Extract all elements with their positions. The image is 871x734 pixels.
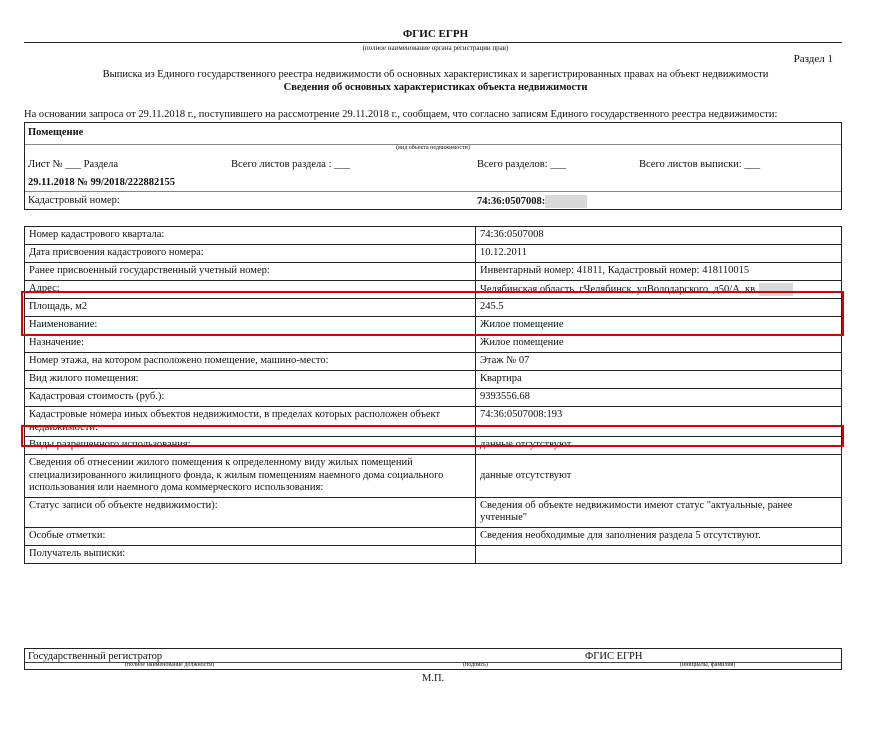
row-value-text: 10.12.2011 <box>480 247 527 258</box>
row-value-text: Челябинская область, гЧелябинск, улВолодарского, д50/А, кв <box>480 283 756 295</box>
caption-position: (полное наименование должности) <box>125 662 215 668</box>
title-rule <box>24 42 842 43</box>
intro-text: На основании запроса от 29.11.2018 г., поступившего на рассмотрение 29.11.2018 г., сообщаем, что согласно записям Единого государственного реестра недвижимости: <box>24 109 778 120</box>
row-value <box>476 245 842 263</box>
characteristics-table <box>24 226 842 564</box>
row-value-text: Жилое помещение <box>480 319 564 331</box>
highlight-address-area <box>21 291 844 336</box>
table-row <box>25 527 842 545</box>
row-value <box>476 545 842 563</box>
row-label: Номер этажа, на котором расположено помещение, машино-место: <box>25 353 476 371</box>
date-rule <box>25 191 841 192</box>
table-row <box>25 371 842 389</box>
row-value <box>476 227 842 245</box>
row-label: Дата присвоения кадастрового номера: <box>25 245 476 263</box>
table-row <box>25 335 842 353</box>
row-value-text: Жилое помещение <box>480 337 564 349</box>
highlight-cadastral-cost <box>21 425 844 447</box>
row-label: Статус записи об объекте недвижимости): <box>25 497 476 527</box>
row-value-text: 74:36:0507008:193 <box>480 409 563 421</box>
row-value <box>476 353 842 371</box>
table-row <box>25 497 842 527</box>
caption-name: (инициалы, фамилия) <box>680 662 736 668</box>
row-label: Назначение: <box>25 335 476 353</box>
row-value <box>476 371 842 389</box>
row-value-text: данные отсутствуют <box>480 469 572 481</box>
row-value-text: Квартира <box>480 373 522 385</box>
row-label: Вид жилого помещения: <box>25 371 476 389</box>
row-label: Получатель выписки: <box>25 545 476 563</box>
row-value-text: 9393556.68 <box>480 391 530 403</box>
row-value <box>476 389 842 407</box>
row-value-text: Сведения об объекте недвижимости имеют статус "актуальные, ранее учтенные" <box>480 499 793 524</box>
row-label: Сведения об отнесении жилого помещения к определенному виду жилых помещений специализированного жилищного фонда, к жилым помещениям наемного дома социального использования или наемного дома коммерческого использования: <box>25 455 476 498</box>
object-type: Помещение <box>28 127 84 138</box>
row-label: Адрес: <box>25 281 476 299</box>
total-sections: Всего разделов: ___ <box>477 159 566 170</box>
extract-subtitle: Выписка из Единого государственного реестра недвижимости об основных характеристиках и зарегистрированных правах на объект недвижимости <box>102 69 769 80</box>
row-value-text: 245.5 <box>480 301 504 313</box>
sheet-number: Лист № ___ Раздела <box>28 159 118 170</box>
row-value <box>476 263 842 281</box>
table-row <box>25 545 842 563</box>
row-label: Площадь, м2 <box>25 299 476 317</box>
stamp-place: М.П. <box>422 673 445 684</box>
table-row <box>25 353 842 371</box>
total-sheets-extract: Всего листов выписки: ___ <box>639 159 761 170</box>
row-value <box>476 335 842 353</box>
date-number: 29.11.2018 № 99/2018/222882155 <box>28 177 176 188</box>
row-value <box>476 455 842 498</box>
row-value-text: данные отсутствуют <box>480 439 572 451</box>
org-caption: (полное наименование органа регистрации прав) <box>362 44 509 52</box>
registrar-label: Государственный регистратор <box>28 651 163 662</box>
registrar-org: ФГИС ЕГРН <box>585 651 643 662</box>
table-row <box>25 245 842 263</box>
table-row <box>25 227 842 245</box>
row-label: Кадастровая стоимость (руб.): <box>25 389 476 407</box>
table-row <box>25 263 842 281</box>
row-value <box>476 527 842 545</box>
table-row <box>25 455 842 498</box>
row-label: Ранее присвоенный государственный учетный номер: <box>25 263 476 281</box>
caption-signature: (подпись) <box>463 662 488 668</box>
row-value-text: Инвентарный номер: 41811, Кадастровый номер: 418110015 <box>480 265 750 276</box>
cadastral-label: Кадастровый номер: <box>28 195 120 206</box>
cadastral-value-wrap <box>477 195 587 208</box>
total-sheets-section: Всего листов раздела : ___ <box>231 159 350 170</box>
registrar-footer <box>24 648 842 670</box>
redacted-block <box>545 195 587 208</box>
row-value-text: Этаж № 07 <box>480 355 530 367</box>
row-value-text: 74:36:0507008 <box>480 229 544 240</box>
row-label: Кадастровые номера иных объектов недвижимости, в пределах которых расположен объект недвижимости: <box>25 407 476 437</box>
row-label: Особые отметки: <box>25 527 476 545</box>
row-value <box>476 497 842 527</box>
row-label: Виды разрешенного использования: <box>25 437 476 455</box>
row-label: Номер кадастрового квартала: <box>25 227 476 245</box>
row-label: Наименование: <box>25 317 476 335</box>
row-value-text: Сведения необходимые для заполнения раздела 5 отсутствуют. <box>480 529 761 541</box>
org-title: ФГИС ЕГРН <box>402 28 469 40</box>
extract-heading: Сведения об основных характеристиках объекта недвижимости <box>283 82 588 93</box>
section-label: Раздел 1 <box>793 53 833 65</box>
object-type-caption: (вид объекта недвижимости) <box>396 145 470 151</box>
cadastral-value: 74:36:0507008: <box>477 195 546 207</box>
object-info-box <box>24 122 842 210</box>
table-row <box>25 389 842 407</box>
